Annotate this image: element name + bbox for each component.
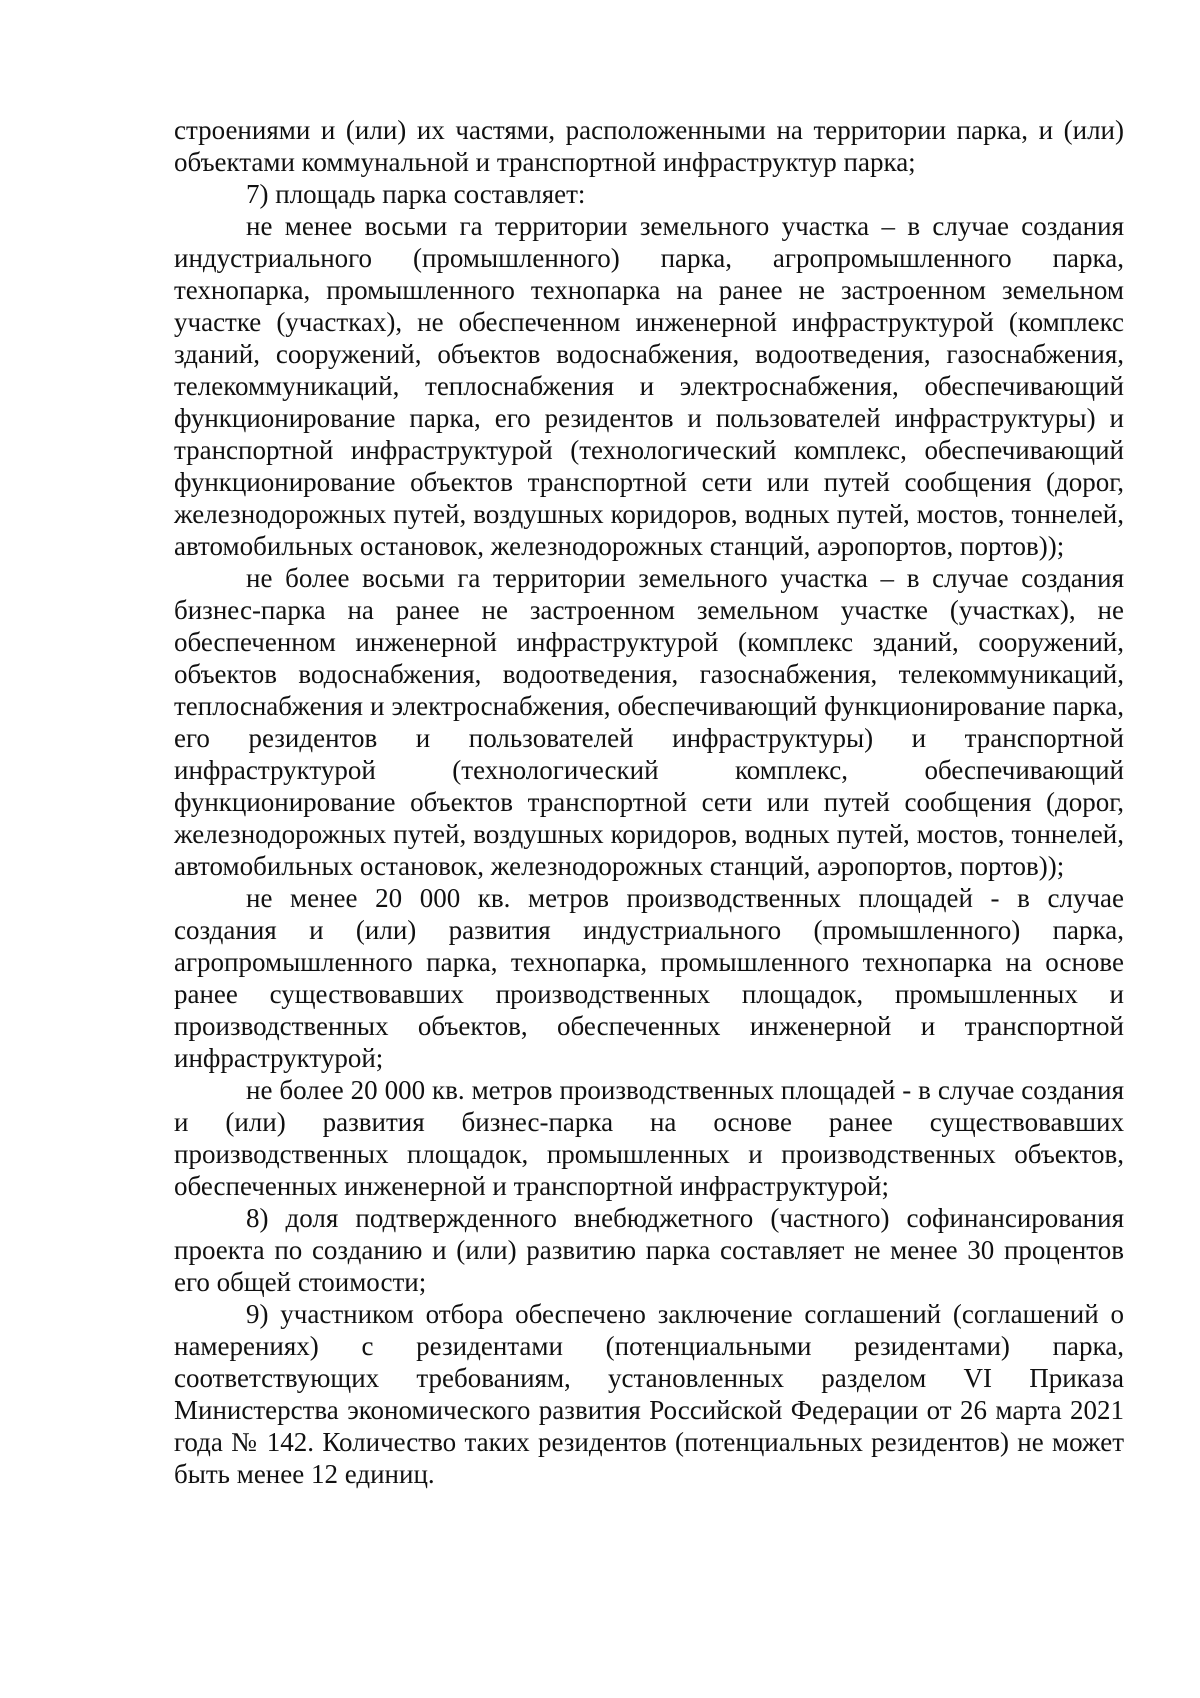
paragraph-min-production-space: не менее 20 000 кв. метров производственных площадей - в случае создания и (или) развития индустриального (промышленного) парка, агропромышленного парка, технопарка, промышленного технопарка на основе ранее существовавших производственных площадок, промышленных и производственных объектов, обеспеченных инженерной и транспортной инфраструктурой;	[174, 883, 1124, 1073]
paragraph-item-9: 9) участником отбора обеспечено заключение соглашений (соглашений о намерениях) с резидентами (потенциальными резидентами) парка, соответствующих требованиям, установленных разделом VI Приказа Министерства экономического развития Российской Федерации от 26 марта 2021 года № 142. Количество таких резидентов (потенциальных резидентов) не может быть менее 12 единиц.	[174, 1299, 1124, 1489]
paragraph-max-production-space: не более 20 000 кв. метров производственных площадей - в случае создания и (или) развития бизнес-парка на основе ранее существовавших производственных площадок, промышленных и производственных объектов, обеспеченных инженерной и транспортной инфраструктурой;	[174, 1075, 1124, 1201]
paragraph-item-7: 7) площадь парка составляет:	[246, 179, 586, 209]
paragraph-item-8: 8) доля подтвержденного внебюджетного (частного) софинансирования проекта по созданию и (или) развитию парка составляет не менее 30 процентов его общей стоимости;	[174, 1203, 1124, 1297]
paragraph-min-area-new-site: не менее восьми га территории земельного участка – в случае создания индустриального (промышленного) парка, агропромышленного парка, технопарка, промышленного технопарка на ранее не застроенном земельном участке (участках), не обеспеченном инженерной инфраструктурой (комплекс зданий, сооружений, объектов водоснабжения, водоотведения, газоснабжения, телекоммуникаций, теплоснабжения и электроснабжения, обеспечивающий функционирование парка, его резидентов и пользователей инфраструктуры) и транспортной инфраструктурой (технологический комплекс, обеспечивающий функционирование объектов транспортной сети или путей сообщения (дорог, железнодорожных путей, воздушных коридоров, водных путей, мостов, тоннелей, автомобильных остановок, железнодорожных станций, аэропортов, портов));	[174, 211, 1124, 561]
paragraph-max-area-business-park: не более восьми га территории земельного участка – в случае создания бизнес-парка на ранее не застроенном земельном участке (участках), не обеспеченном инженерной инфраструктурой (комплекс зданий, сооружений, объектов водоснабжения, водоотведения, газоснабжения, телекоммуникаций, теплоснабжения и электроснабжения, обеспечивающий функционирование парка, его резидентов и пользователей инфраструктуры) и транспортной инфраструктурой (технологический комплекс, обеспечивающий функционирование объектов транспортной сети или путей сообщения (дорог, железнодорожных путей, воздушных коридоров, водных путей, мостов, тоннелей, автомобильных остановок, железнодорожных станций, аэропортов, портов));	[174, 563, 1124, 881]
paragraph-continuation: строениями и (или) их частями, расположенными на территории парка, и (или) объектами коммунальной и транспортной инфраструктур парка;	[174, 115, 1124, 177]
document-page	[174, 114, 1124, 1490]
